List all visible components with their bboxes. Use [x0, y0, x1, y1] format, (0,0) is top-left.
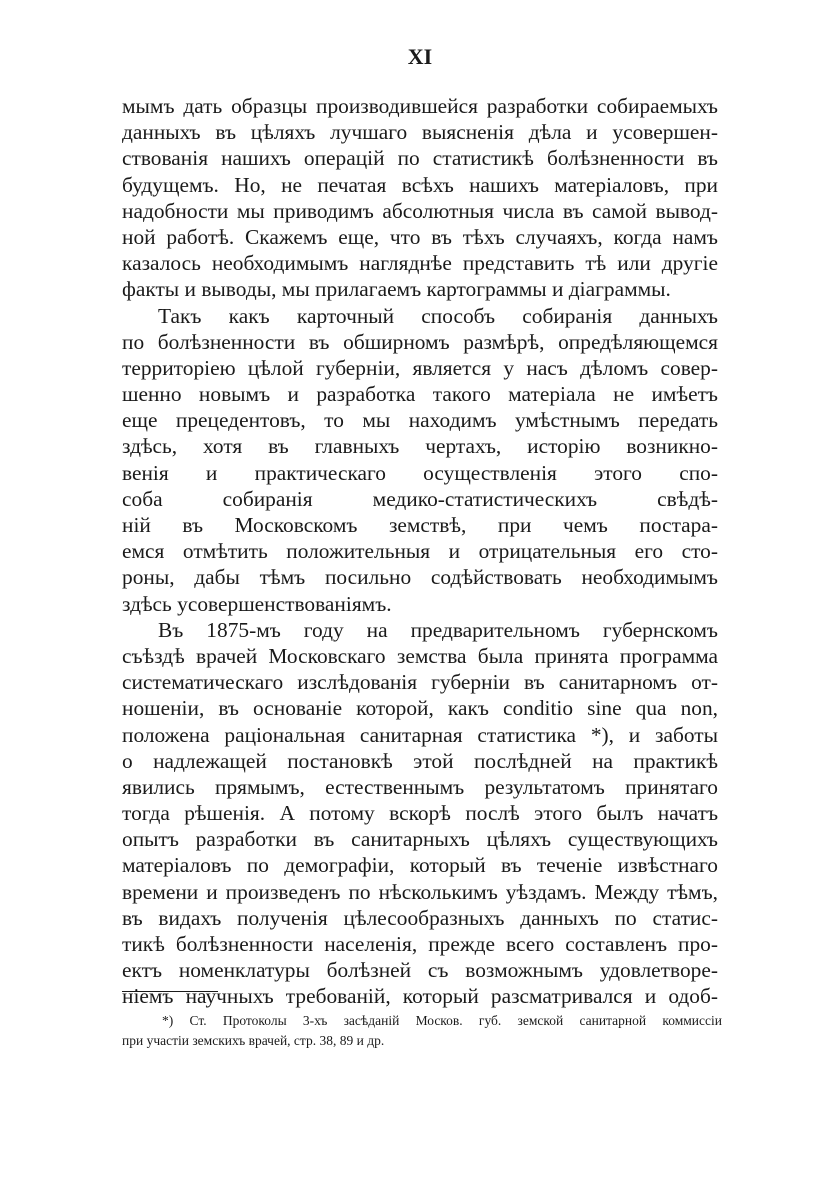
text-line: емся отмѣтить положительныя и отрицательныя его сто- — [122, 539, 718, 564]
text-line: ній въ Московскомъ земствѣ, при чемъ постара- — [122, 513, 718, 537]
text-line: мымъ дать образцы производившейся разработки собираемыхъ — [122, 94, 718, 118]
text-line: ствованія нашихъ операцій по статистикѣ болѣзненности въ — [122, 146, 718, 171]
text-line: здѣсь, хотя въ главныхъ чертахъ, исторію возникно- — [122, 434, 718, 459]
text-line: роны, дабы тѣмъ посильно содѣйствовать необходимымъ — [122, 565, 718, 590]
text-line: положена раціональная санитарная статистика *), и заботы — [122, 722, 718, 747]
text-line: территоріею цѣлой губерніи, является у насъ дѣломъ совер- — [122, 355, 718, 380]
text-line: Въ 1875-мъ году на предварительномъ губернскомъ — [158, 617, 718, 642]
text-line: ной работѣ. Скажемъ еще, что въ тѣхъ случаяхъ, когда намъ — [122, 224, 718, 249]
text-line: тикѣ болѣзненности населенія, прежде всего составленъ про- — [122, 932, 718, 956]
page-number: XI — [407, 44, 433, 69]
text-line: венія и практическаго осуществленія этого спо- — [122, 460, 718, 485]
text-line: Такъ какъ карточный способъ собиранія данныхъ — [158, 303, 718, 328]
text-line: по болѣзненности въ обширномъ размѣрѣ, опредѣляющемся — [122, 329, 718, 354]
text-line: казалось необходимымъ нагляднѣе представить тѣ или другіе — [122, 251, 718, 276]
text-line: ектъ номенклатуры болѣзней съ возможнымъ удовлетворе- — [122, 958, 718, 983]
text-line: о надлежащей постановкѣ этой послѣдней на практикѣ — [122, 748, 718, 773]
text-line: шенно новымъ и разработка такого матеріала не имѣетъ — [122, 382, 718, 407]
text-line: будущемъ. Но, не печатая всѣхъ нашихъ матеріаловъ, при — [122, 172, 718, 197]
text-line: надобности мы приводимъ абсолютныя числа въ самой вывод- — [122, 198, 718, 223]
text-line: ношеніи, въ основаніе которой, какъ conditio sine qua non, — [122, 696, 718, 721]
text-line: явились прямымъ, естественнымъ результатомъ принятаго — [122, 774, 718, 799]
text-line: матеріаловъ по демографіи, который въ теченіе извѣстнаго — [122, 853, 718, 878]
text-line: соба собиранія медико-статистическихъ свѣдѣ- — [122, 486, 718, 511]
text-line: съѣздѣ врачей Московскаго земства была принята программа — [122, 643, 718, 668]
text-line: опытъ разработки въ санитарныхъ цѣляхъ существующихъ — [122, 827, 718, 852]
text-line: систематическаго изслѣдованія губерніи въ санитарномъ от- — [122, 670, 718, 695]
text-line: еще прецедентовъ, то мы находимъ умѣстнымъ передать — [122, 408, 718, 433]
body-text — [122, 93, 718, 1010]
text-line: въ видахъ полученія цѣлесообразныхъ данныхъ по статис- — [122, 905, 718, 930]
text-line: ніемъ научныхъ требованій, который разсматривался и одоб- — [122, 984, 718, 1009]
text-line: данныхъ въ цѣляхъ лучшаго выясненія дѣла и усовершен- — [122, 120, 718, 145]
text-line: времени и произведенъ по нѣсколькимъ уѣздамъ. Между тѣмъ, — [122, 879, 718, 904]
text-line: тогда рѣшенія. А потому вскорѣ послѣ этого былъ начатъ — [122, 801, 718, 826]
footnote-line: при участіи земскихъ врачей, стр. 38, 89 и др. — [122, 1033, 385, 1048]
text-line: здѣсь усовершенствованіямъ. — [122, 591, 392, 616]
text-line: факты и выводы, мы прилагаемъ картограммы и діаграммы. — [122, 277, 671, 302]
footnote-line: *) Ст. Протоколы 3-хъ засѣданій Москов. губ. земской санитарной коммиссіи — [162, 1013, 722, 1028]
footnote-separator — [122, 991, 218, 992]
footnote — [122, 1011, 722, 1051]
